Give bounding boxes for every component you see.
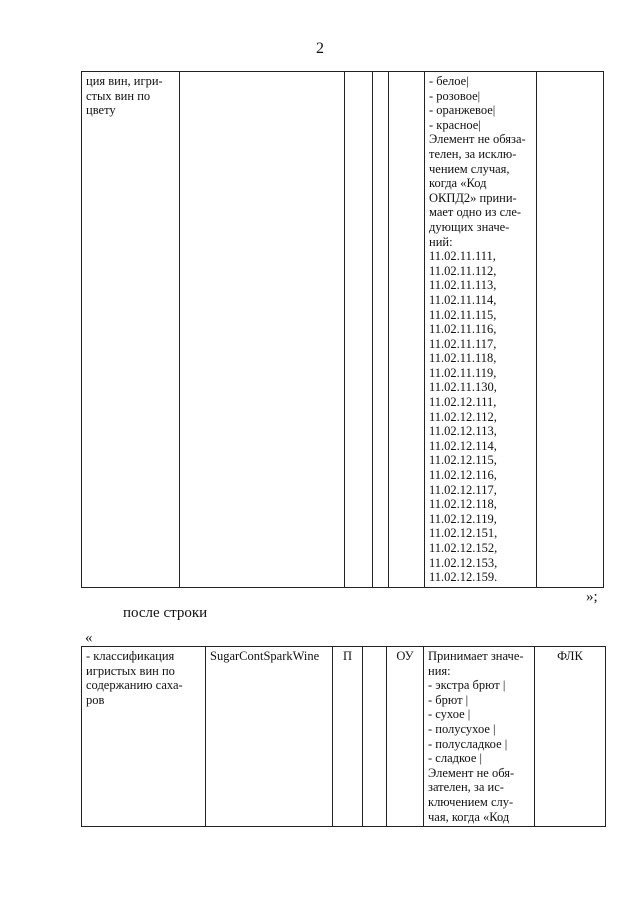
cell-line: 11.02.11.114,	[429, 292, 497, 307]
cell-line: 11.02.12.152,	[429, 541, 498, 555]
inserted-table	[81, 646, 606, 827]
cell-line: 11.02.11.112,	[429, 263, 497, 278]
tag-cell	[180, 72, 345, 588]
cell-line: ОКПД2» прини-	[429, 190, 517, 205]
cell-line: Элемент не обяза-	[429, 132, 526, 147]
cell-line: чением случая,	[429, 161, 510, 176]
table-row	[82, 647, 606, 827]
cell-line: - брют |	[428, 692, 469, 707]
cell-line: Принимает значе-	[428, 649, 524, 663]
cell-line: когда «Код	[429, 176, 487, 191]
cell-line: стых вин по	[86, 88, 151, 103]
cell-line: чая, когда «Код	[428, 809, 510, 824]
cell-line: 11.02.11.118,	[429, 351, 497, 366]
cell-line: 11.02.12.116,	[429, 468, 497, 483]
additional-info-cell	[424, 647, 535, 827]
cell-line: - экстра брют |	[428, 678, 506, 693]
cell-line: 11.02.12.151,	[429, 526, 498, 541]
cell-line: 11.02.12.113,	[429, 424, 497, 439]
check-cell: ФЛК	[535, 647, 606, 827]
code-cell: ОУ	[387, 647, 424, 827]
cell-line: дующих значе-	[429, 219, 510, 234]
page-number: 2	[316, 40, 324, 57]
format-cell	[363, 647, 387, 827]
cell-line: 11.02.12.114,	[429, 438, 497, 453]
element-name-cell	[82, 72, 180, 588]
cell-line: 11.02.11.113,	[429, 278, 497, 293]
cell-line: Элемент не обя-	[428, 765, 515, 780]
closing-quote: »;	[586, 589, 598, 605]
cell-line: 11.02.12.118,	[429, 497, 497, 512]
cell-line: ров	[86, 692, 105, 707]
cell-line: ния:	[428, 663, 451, 678]
cell-line: - оранжевое|	[429, 103, 496, 118]
cell-line: 11.02.11.119,	[429, 365, 497, 380]
cell-line: 11.02.11.115,	[429, 307, 497, 322]
cell-line: - сухое |	[428, 707, 471, 722]
format-cell	[373, 72, 389, 588]
cell-line: цвету	[86, 103, 116, 118]
cell-line: - сладкое |	[428, 751, 482, 766]
cell-line: - полусухое |	[428, 721, 496, 736]
after-row-text: после строки	[123, 605, 208, 621]
opening-quote: «	[85, 630, 93, 646]
code-cell	[389, 72, 425, 588]
element-name-cell	[82, 647, 206, 827]
continued-table	[81, 71, 604, 588]
cell-line: ний:	[429, 234, 453, 249]
cell-line: 11.02.12.153,	[429, 555, 498, 570]
cell-line: ция вин, игри-	[86, 74, 163, 88]
additional-info-cell	[425, 72, 537, 588]
cell-line: - классификация	[86, 649, 175, 663]
cell-line: игристых вин по	[86, 663, 175, 678]
cell-line: 11.02.11.117,	[429, 336, 497, 351]
cell-line: - красное|	[429, 117, 481, 132]
tag-cell: SugarContSparkWine	[206, 647, 333, 827]
cell-line: - белое|	[429, 74, 469, 88]
cell-line: 11.02.12.115,	[429, 453, 497, 468]
cell-line: зателен, за ис-	[428, 780, 504, 795]
cell-line: 11.02.11.116,	[429, 322, 497, 337]
cell-line: 11.02.11.111,	[429, 249, 496, 264]
cell-line: 11.02.12.119,	[429, 511, 497, 526]
cell-line: содержанию саха-	[86, 678, 183, 693]
cell-line: - розовое|	[429, 88, 481, 103]
cell-line: 11.02.12.117,	[429, 482, 497, 497]
cell-line: ключением слу-	[428, 794, 514, 809]
cell-line: 11.02.12.112,	[429, 409, 497, 424]
cell-line: 11.02.11.130,	[429, 380, 497, 395]
table-row	[82, 72, 604, 588]
type-cell: П	[333, 647, 363, 827]
cell-line: мает одно из сле-	[429, 205, 522, 220]
cell-line: - полусладкое |	[428, 736, 508, 751]
type-cell	[345, 72, 373, 588]
check-cell	[537, 72, 604, 588]
cell-line: телен, за исклю-	[429, 146, 517, 161]
cell-line: 11.02.12.111,	[429, 395, 497, 410]
cell-line: 11.02.12.159.	[429, 570, 498, 585]
